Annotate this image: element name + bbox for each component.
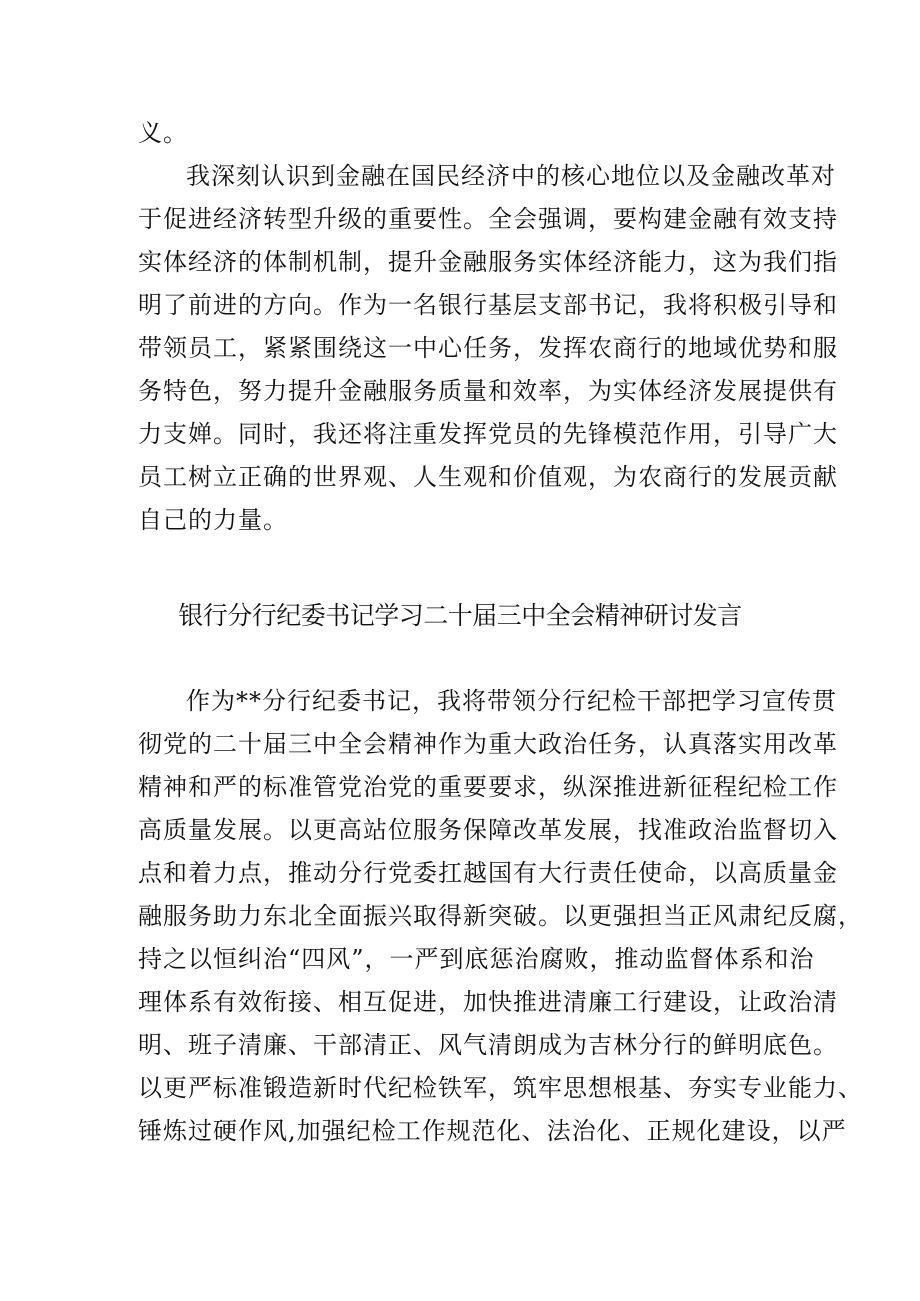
paragraph-line: 精神和严的标准管党治党的重要要求，纵深推进新征程纪检工作 <box>138 773 838 801</box>
paragraph-line: 自己的力量。 <box>138 506 288 534</box>
paragraph-line: 明、班子清廉、干部清正、风气清朗成为吉林分行的鲜明底色。 <box>138 1031 838 1059</box>
paragraph-line: 作为**分行纪委书记，我将带领分行纪检干部把学习宣传贯 <box>186 687 837 715</box>
paragraph-line: 于促进经济转型升级的重要性。全会强调，要构建金融有效支持 <box>138 205 838 233</box>
paragraph-line: 融服务助力东北全面振兴取得新突破。以更强担当正风肃纪反腐， <box>138 902 863 930</box>
paragraph-line: 明了前进的方向。作为一名银行基层支部书记，我将积极引导和 <box>138 291 838 319</box>
paragraph-line: 高质量发展。以更高站位服务保障改革发展，找准政治监督切入 <box>138 816 838 844</box>
paragraph-line: 彻党的二十届三中全会精神作为重大政治任务，认真落实用改革 <box>138 730 838 758</box>
paragraph-line: 我深刻认识到金融在国民经济中的核心地位以及金融改革对 <box>186 162 836 190</box>
paragraph-line: 带领员工，紧紧围绕这一中心任务，发挥农商行的地域优势和服 <box>138 334 838 362</box>
paragraph-line: 力支婵。同时，我还将注重发挥党员的先锋模范作用，引导广大 <box>138 420 838 448</box>
paragraph-line: 实体经济的体制机制，提升金融服务实体经济能力，这为我们指 <box>138 248 838 276</box>
paragraph-line: 员工树立正确的世界观、人生观和价值观，为农商行的发展贡献 <box>138 463 838 491</box>
paragraph-line: 理体系有效衔接、相互促进，加快推进清廉工行建设，让政治清 <box>138 988 838 1016</box>
paragraph-line: 点和着力点，推动分行党委扛越国有大行责任使命，以高质量金 <box>138 859 838 887</box>
section-title: 银行分行纪委书记学习二十届三中全会精神研讨发言 <box>178 601 742 630</box>
paragraph-line: 持之以恒纠治“四风”，一严到底惩治腐败，推动监督体系和治 <box>138 945 815 973</box>
paragraph-line: 义。 <box>138 119 188 147</box>
paragraph-line: 务特色，努力提升金融服务质量和效率，为实体经济发展提供有 <box>138 377 838 405</box>
paragraph-line: 以更严标准锻造新时代纪检铁军，筑牢思想根基、夯实专业能力、 <box>138 1074 863 1102</box>
paragraph-line: 锤炼过硬作风,加强纪检工作规范化、法治化、正规化建设，以严 <box>138 1117 847 1145</box>
